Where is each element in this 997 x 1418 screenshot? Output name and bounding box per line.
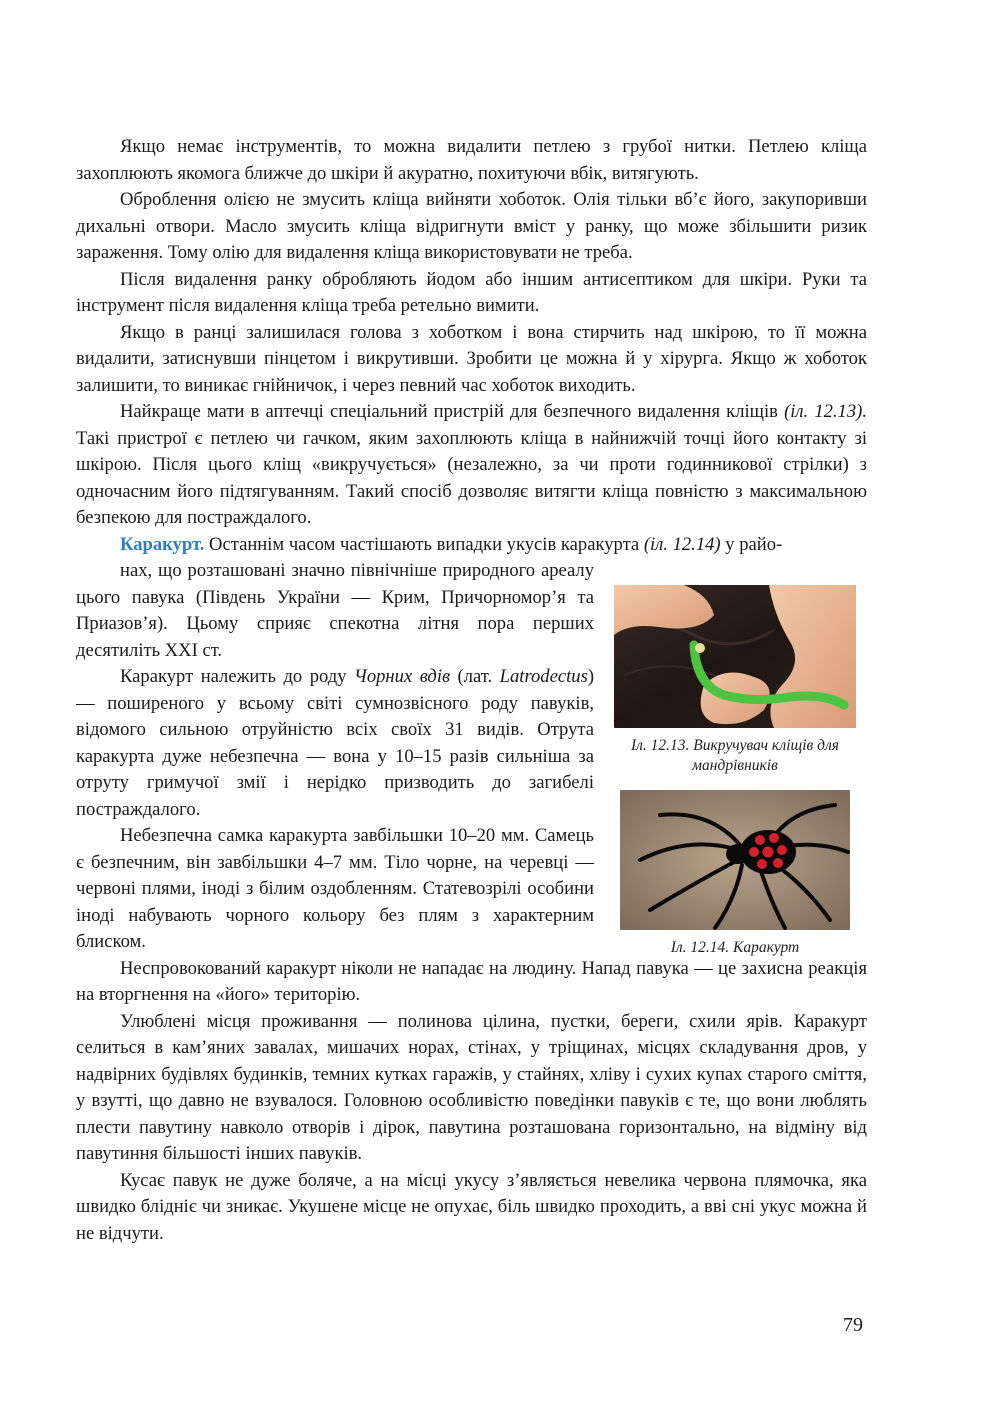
- figure-caption: Іл. 12.13. Викручувач кліщів для мандрівників: [631, 737, 839, 774]
- paragraph: Оброблення олією не змусить кліща вийняти хоботок. Олія тільки вб’є його, закупоривши дихальні отвори. Масло змусить кліща відригнути вміст у ранку, що може збільшити ризик зараження. Тому олію для видалення кліща використовувати не треба.: [76, 189, 867, 263]
- paragraph: Якщо в ранці залишилася голова з хоботком і вона стирчить над шкірою, то її можна видалити, затиснувши пінцетом і викрутивши. Зробити це можна й у хірурга. Якщо ж хоботок залишити, то виникає гнійничок, і через певний час хоботок виходить.: [76, 321, 867, 396]
- figure-karakurt: [603, 790, 867, 958]
- page-number: 79: [843, 1314, 863, 1336]
- text-run: Найкраще мати в аптечці спеціальний пристрій для безпечного видалення кліщів: [120, 401, 785, 422]
- figures-column: [603, 585, 867, 958]
- figure-reference: (іл. 12.13).: [784, 401, 867, 422]
- page-body: [76, 134, 867, 1247]
- paragraph: Небезпечна самка каракурта завбільшки 10–20 мм. Самець є безпечним, він завбільшки 4–7 мм. Тіло чорне, на черевці — червоні плями, іноді з білим оздобленням. Статевозрілі особини іноді набувають чорного кольору без плям з характерним блиском.: [76, 825, 594, 952]
- text-with-figures: [76, 558, 867, 956]
- text-run: у райо-: [720, 533, 783, 555]
- text-column: [76, 558, 594, 956]
- paragraph: Неспровокований каракурт ніколи не нападає на людину. Напад павука — це захисна реакція на вторгнення на «його» територію.: [76, 957, 867, 1005]
- paragraph: Улюблені місця проживання — полинова цілина, пустки, береги, схили ярів. Каракурт селиться в кам’яних завалах, мишачих норах, стінах, у тріщинах, місцях складування дров, у надвірних будівлях будинків, темних кутках гаражів, у стайнях, хліву і сухих купах старого сміття, у взутті, що давно не взувалося. Головною особливістю поведінки павуків є те, що вони люблять плести павутину навколо отворів і дірок, павутина розташована горизонтально, на відміну від павутиння більшості інших павуків.: [76, 1010, 867, 1164]
- karakurt-spider-image: [620, 790, 850, 930]
- section-heading: Каракурт.: [120, 533, 205, 555]
- paragraph: Кусає павук не дуже боляче, а на місці укусу з’являється невелика червона плямочка, яка швидко блідніє чи зникає. Укушене місце не опухає, біль швидко проходить, а вві сні укус можна й не відчути.: [76, 1169, 867, 1244]
- text-run: Останнім часом частішають випадки укусів каракурта: [204, 533, 644, 555]
- latin-name: Latrodectus: [499, 666, 588, 687]
- text-run: Каракурт належить до роду: [120, 666, 355, 687]
- text-run: ) — поширеного у всьому світі сумнозвісного роду павуків, відомого сильною отруйністю всіх своїх 31 видів. Отрута каракурта дуже небезпечна — вона у 10–15 разів сильніша за отруту гримучої змії і нерідко призводить до загибелі постраждалого.: [76, 666, 595, 820]
- paragraph-karakurt-intro-line: [76, 532, 867, 559]
- figure-caption: Іл. 12.14. Каракурт: [670, 939, 800, 956]
- karakurt-photo: [620, 790, 850, 930]
- figure-reference: (іл. 12.14): [643, 533, 721, 555]
- paragraph-tool-device: [76, 399, 867, 532]
- paragraph: нах, що розташовані значно північніше природного ареалу цього павука (Південь України — Крим, Причорномор’я та Приазов’я). Цьому сприяє спекотна літня пора перших десятиліть XXI ст.: [76, 560, 594, 661]
- figure-tick-remover: [603, 585, 867, 776]
- text-run: (лат.: [450, 666, 500, 687]
- text-run: Такі пристрої є петлею чи гачком, яким захоплюють кліща в найнижчій точці його контакту зі шкірою. Після цього кліщ «викручується» (незалежно, за чи проти годинникової стрілки) з одночасним його підтягуванням. Такий спосіб дозволяє витягти кліща повністю з максимальною безпекою для постраждалого.: [76, 427, 867, 528]
- tick-remover-image: [614, 585, 856, 728]
- paragraph-genus: [76, 664, 594, 823]
- genus-name: Чорних вдів: [354, 666, 451, 687]
- paragraph: Після видалення ранку обробляють йодом або іншим антисептиком для шкіри. Руки та інструмент після видалення кліща треба ретельно вимити.: [76, 268, 867, 316]
- tick-remover-photo: [614, 585, 856, 728]
- paragraph: Якщо немає інструментів, то можна видалити петлею з грубої нитки. Петлею кліща захоплюють якомога ближче до шкіри й акуратно, похитуючи вбік, витягують.: [76, 136, 867, 184]
